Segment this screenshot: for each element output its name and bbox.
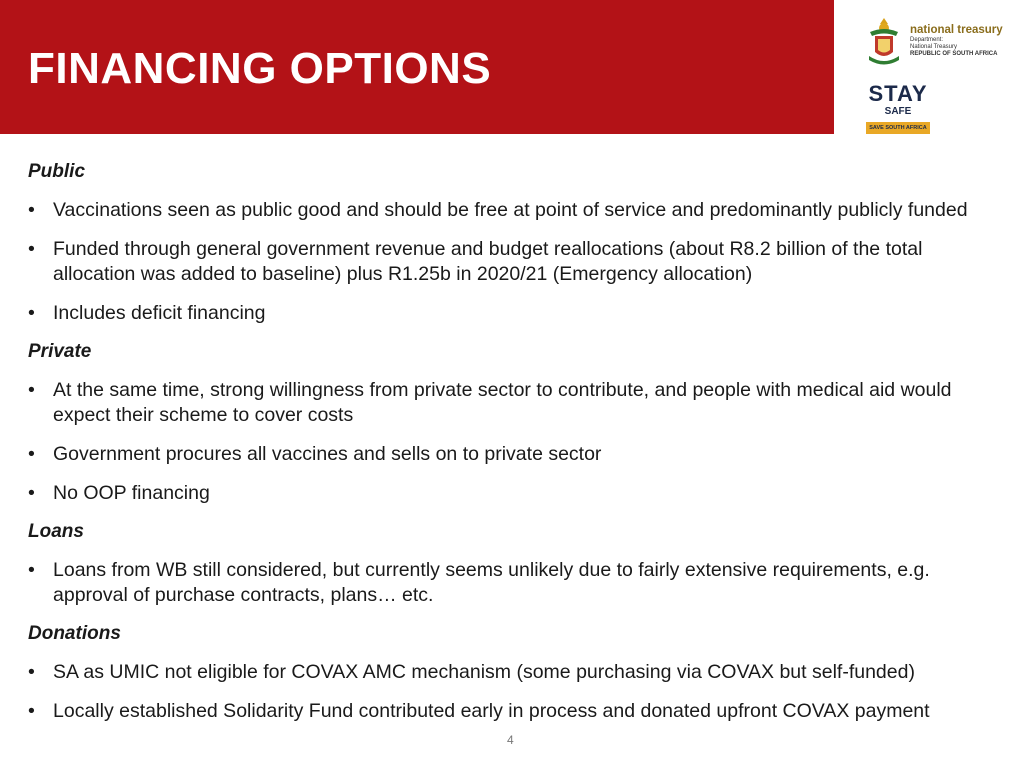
page-number: 4 — [507, 733, 514, 747]
slide-content — [28, 160, 1003, 738]
save-south-africa-badge: SAVE SOUTH AFRICA — [866, 122, 930, 134]
bullet-icon: • — [28, 482, 35, 504]
bullet-item — [28, 301, 1003, 326]
coat-of-arms-icon — [866, 16, 902, 68]
section-private — [28, 340, 1003, 506]
treasury-logo-text — [910, 24, 1020, 58]
bullet-icon: • — [28, 199, 35, 221]
section-heading: Donations — [28, 623, 121, 644]
bullet-text: No OOP financing — [53, 482, 210, 504]
section-heading: Private — [28, 341, 92, 362]
bullet-text: Funded through general government revenue and budget reallocations (about R8.2 billion of the total allocation was added to baseline) plus R1.25b in 2020/21 (Emergency allocation) — [53, 238, 923, 285]
section-donations — [28, 622, 1003, 724]
section-heading: Public — [28, 161, 86, 182]
section-heading: Loans — [28, 521, 84, 542]
bullet-item — [28, 558, 1003, 608]
bullet-text: Government procures all vaccines and sells on to private sector — [53, 443, 602, 465]
bullet-item — [28, 481, 1003, 506]
bullet-text: Includes deficit financing — [53, 302, 266, 324]
section-loans — [28, 520, 1003, 608]
bullet-item — [28, 237, 1003, 287]
bullet-text: Loans from WB still considered, but currently seems unlikely due to fairly extensive requirements, e.g. approval of purchase contracts, plans… etc. — [53, 559, 930, 606]
treasury-dept-name: National Treasury — [910, 44, 958, 50]
bullet-item — [28, 378, 1003, 428]
bullet-icon: • — [28, 700, 35, 722]
bullet-text: At the same time, strong willingness from private sector to contribute, and people with medical aid would expect their scheme to cover costs — [53, 379, 952, 426]
bullet-icon: • — [28, 302, 35, 324]
bullet-list — [28, 378, 1003, 506]
bullet-item — [28, 198, 1003, 223]
title-bar — [0, 0, 834, 134]
bullet-icon: • — [28, 559, 35, 581]
bullet-item — [28, 660, 1003, 685]
bullet-icon: • — [28, 238, 35, 260]
bullet-icon: • — [28, 443, 35, 465]
bullet-list — [28, 660, 1003, 724]
stay-safe-logo — [866, 82, 930, 136]
logo-area — [860, 12, 1020, 137]
slide-title: FINANCING OPTIONS — [28, 44, 492, 93]
bullet-list — [28, 558, 1003, 608]
safe-text: SAFE — [884, 106, 912, 117]
stay-text: STAY — [868, 81, 928, 106]
treasury-name: national treasury — [910, 24, 1003, 36]
bullet-text: SA as UMIC not eligible for COVAX AMC mechanism (some purchasing via COVAX but self-funded) — [53, 661, 915, 683]
treasury-department: Department: — [910, 37, 944, 43]
bullet-icon: • — [28, 379, 35, 401]
bullet-icon: • — [28, 661, 35, 683]
bullet-item — [28, 442, 1003, 467]
bullet-text: Locally established Solidarity Fund contributed early in process and donated upfront COVAX payment — [53, 700, 930, 722]
bullet-list — [28, 198, 1003, 326]
treasury-country: REPUBLIC OF SOUTH AFRICA — [910, 51, 998, 57]
section-public — [28, 160, 1003, 326]
bullet-text: Vaccinations seen as public good and should be free at point of service and predominantly publicly funded — [53, 199, 968, 221]
bullet-item — [28, 699, 1003, 724]
